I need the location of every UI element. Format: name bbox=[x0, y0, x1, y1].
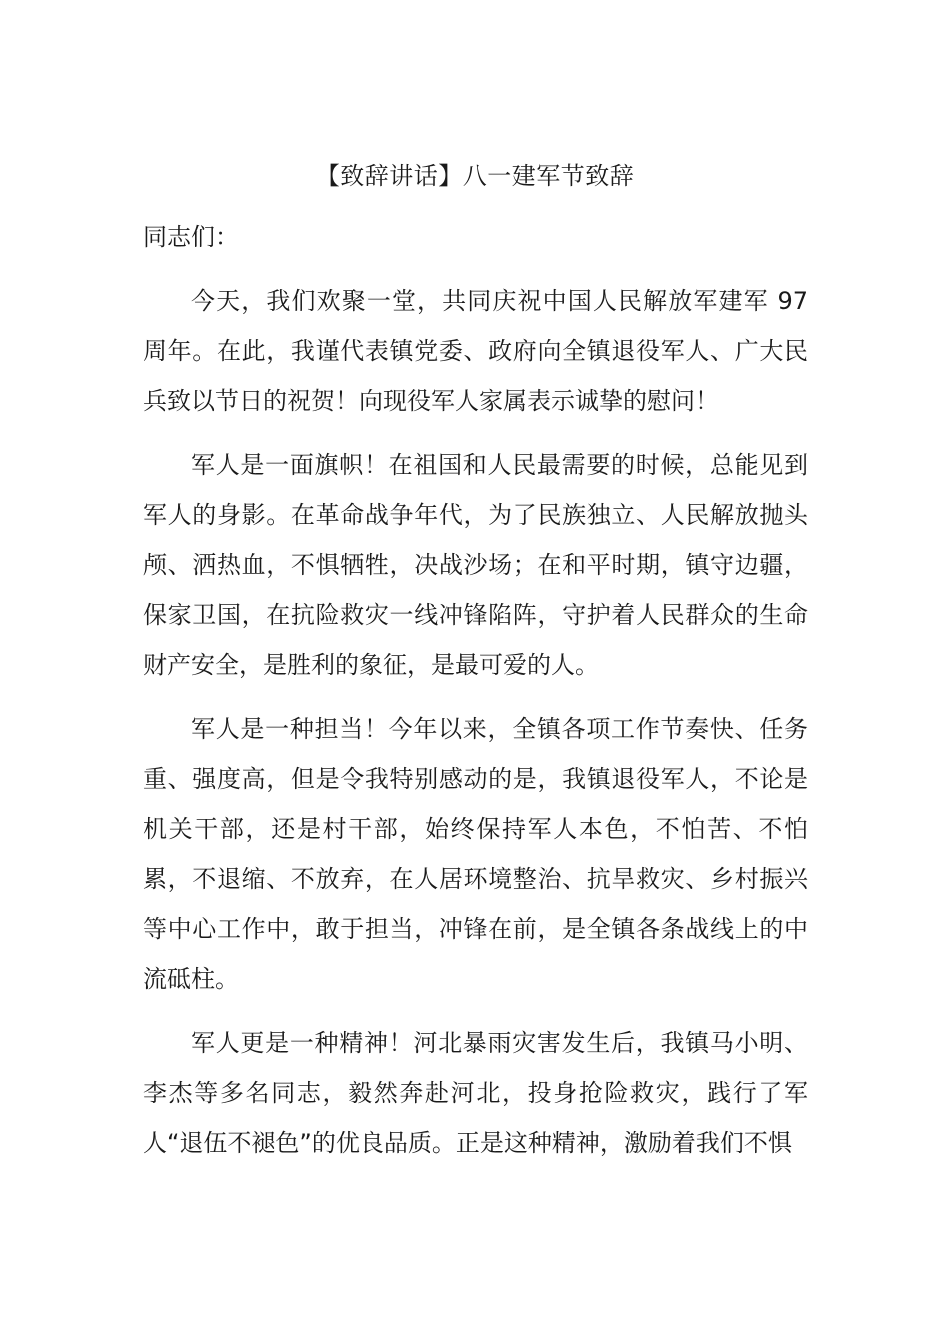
salutation: 同志们： bbox=[143, 223, 239, 251]
paragraph-greeting: 今天，我们欢聚一堂，共同庆祝中国人民解放军建军 97 周年。在此，我谨代表镇党委、政府向全镇退役军人、广大民兵致以节日的祝贺！向现役军人家属表示诚挚的慰问！ bbox=[143, 287, 808, 415]
document-body bbox=[143, 212, 808, 1182]
paragraph-responsibility: 军人是一种担当！今年以来，全镇各项工作节奏快、任务重、强度高，但是令我特别感动的是，我镇退役军人，不论是机关干部，还是村干部，始终保持军人本色，不怕苦、不怕累，不退缩、不放弃，在人居环境整治、抗旱救灾、乡村振兴等中心工作中，敢于担当，冲锋在前，是全镇各条战线上的中流砥柱。 bbox=[143, 715, 808, 993]
document-title: 【致辞讲话】八一建军节致辞 bbox=[315, 162, 635, 190]
paragraph-spirit: 军人更是一种精神！河北暴雨灾害发生后，我镇马小明、李杰等多名同志，毅然奔赴河北，投身抢险救灾，践行了军人“退伍不褪色”的优良品质。正是这种精神，激励着我们不惧 bbox=[143, 1029, 808, 1157]
paragraph-flag: 军人是一面旗帜！在祖国和人民最需要的时候，总能见到军人的身影。在革命战争年代，为了民族独立、人民解放抛头颅、洒热血，不惧牺牲，决战沙场；在和平时期，镇守边疆，保家卫国，在抗险救灾一线冲锋陷阵，守护着人民群众的生命财产安全，是胜利的象征，是最可爱的人。 bbox=[143, 451, 808, 679]
